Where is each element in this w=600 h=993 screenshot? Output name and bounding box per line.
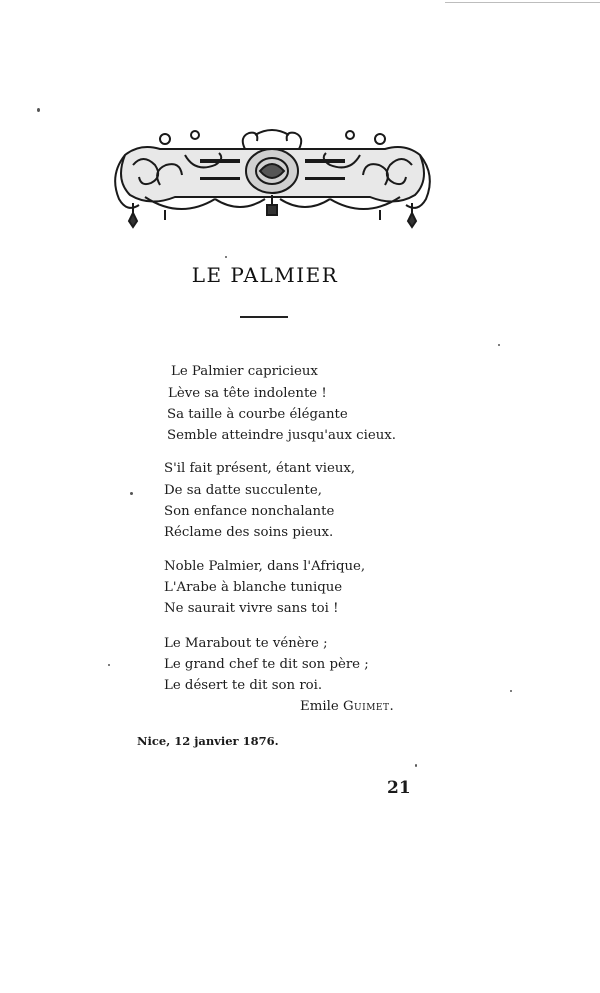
poem-line: Le grand chef te dit son père ; [164, 657, 369, 672]
poem-title: LE PALMIER [191, 263, 339, 287]
poem-line: Sa taille à courbe élégante [167, 407, 348, 422]
poem-line: Le Marabout te vénère ; [164, 636, 328, 651]
scan-speck [130, 492, 133, 495]
title-rule [240, 316, 288, 318]
author-last-name: Guimet. [342, 699, 395, 714]
scan-speck [510, 690, 512, 692]
poem-line: Le désert te dit son roi. [164, 678, 323, 693]
page-number: 21 [387, 778, 411, 798]
poem-line: Semble atteindre jusqu'aux cieux. [167, 428, 397, 443]
scan-speck [498, 344, 500, 346]
poem-line: L'Arabe à blanche tunique [164, 580, 343, 595]
poem-line: Réclame des soins pieux. [164, 525, 334, 540]
poem-line: Lève sa tête indolente ! [168, 386, 327, 401]
scan-speck [225, 256, 227, 258]
scan-edge-line [445, 2, 600, 3]
scan-speck [37, 108, 40, 112]
author-first-name: Emile [300, 699, 339, 714]
poem-line: Ne saurait vivre sans toi ! [164, 601, 339, 616]
poem-line: Noble Palmier, dans l'Afrique, [164, 559, 366, 574]
poem-line: Son enfance nonchalante [164, 504, 335, 519]
poem-line: Le Palmier capricieux [171, 364, 318, 379]
scan-speck [108, 664, 110, 666]
scan-speck [415, 764, 417, 767]
poem-line: S'il fait présent, étant vieux, [164, 461, 356, 476]
author-signature [300, 699, 394, 714]
poem-line: De sa datte succulente, [164, 483, 322, 498]
dateline: Nice, 12 janvier 1876. [137, 734, 279, 748]
ornamental-headpiece-icon [105, 125, 440, 230]
